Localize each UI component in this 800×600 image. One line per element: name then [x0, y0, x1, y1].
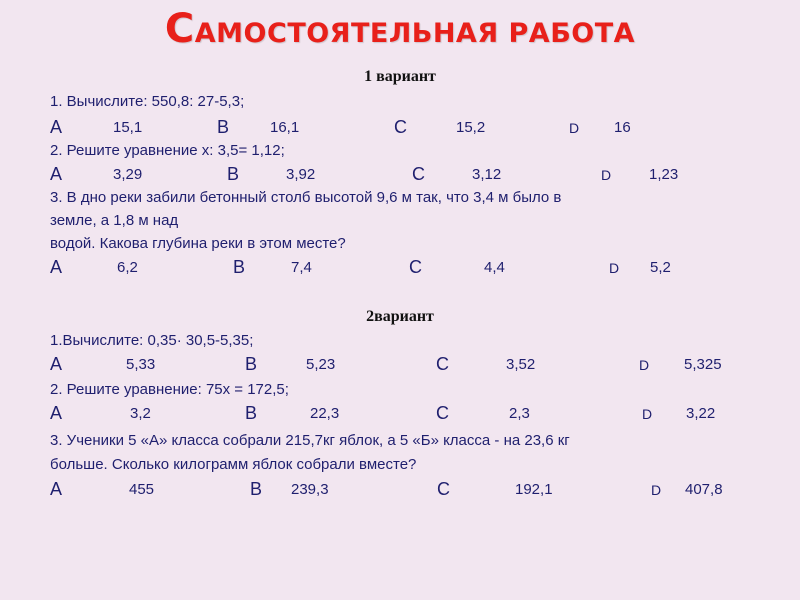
- v2-q1-answer-d-value: 5,325: [684, 356, 722, 373]
- v2-q1-answer-a-value: 5,33: [126, 356, 156, 373]
- v2-q1-answer-d-letter: D: [639, 357, 650, 373]
- v2-question-3-line-1: 3. Ученики 5 «А» класса собрали 215,7кг яблок, а 5 «Б» класса - на 23,6 кг: [50, 432, 570, 449]
- v1-q3-answer-a-letter: A: [50, 257, 63, 277]
- v1-q3-answer-a-value: 6,2: [117, 259, 138, 276]
- v1-q1-answer-a-value: 15,1: [113, 119, 143, 136]
- v1-q2-answer-a-value: 3,29: [113, 166, 143, 183]
- v1-q2-answer-b-value: 3,92: [286, 166, 316, 183]
- v1-q2-answer-c-letter: C: [412, 164, 425, 184]
- v1-q3-answer-c-letter: C: [409, 257, 422, 277]
- v1-q3-answer-d-letter: D: [609, 260, 620, 276]
- v2-q3-answer-b-value: 239,3: [291, 481, 329, 498]
- v1-q1-answer-a-letter: A: [50, 117, 63, 137]
- v1-q2-answer-a-letter: A: [50, 164, 63, 184]
- v2-q2-answer-d-letter: D: [642, 406, 653, 422]
- v1-question-3-line-1: 3. В дно реки забили бетонный столб высотой 9,6 м так, что 3,4 м было в: [50, 189, 562, 206]
- v1-q1-answer-c-letter: C: [394, 117, 407, 137]
- v1-q3-answer-c-value: 4,4: [484, 259, 505, 276]
- v1-question-3-line-3: водой. Какова глубина реки в этом месте?: [50, 235, 346, 252]
- v1-q2-answer-d-letter: D: [601, 167, 612, 183]
- v1-q2-answer-d-value: 1,23: [649, 166, 679, 183]
- v2-q2-answer-c-letter: C: [436, 403, 449, 423]
- v2-q2-answer-a-value: 3,2: [130, 405, 151, 422]
- v1-question-3-line-2: земле, а 1,8 м над: [50, 212, 179, 229]
- v1-q1-answer-c-value: 15,2: [456, 119, 486, 136]
- v1-q1-answer-d-value: 16: [614, 119, 631, 136]
- v2-q1-answer-b-letter: B: [245, 354, 258, 374]
- v2-q3-answer-a-letter: A: [50, 479, 63, 499]
- v1-q3-answer-d-value: 5,2: [650, 259, 671, 276]
- v2-q2-answer-b-letter: B: [245, 403, 258, 423]
- title-rest: АМОСТОЯТЕЛЬНАЯ РАБОТА: [194, 18, 636, 49]
- v1-question-1: 1. Вычислите: 550,8: 27-5,3;: [50, 93, 245, 110]
- v2-q2-answer-a-letter: A: [50, 403, 63, 423]
- v1-q3-answer-b-value: 7,4: [291, 259, 312, 276]
- variant-1-heading: 1 вариант: [364, 68, 436, 85]
- v2-q3-answer-a-value: 455: [129, 481, 155, 498]
- v1-q2-answer-b-letter: B: [227, 164, 240, 184]
- v2-q2-answer-c-value: 2,3: [509, 405, 530, 422]
- title-first-letter: С: [164, 6, 195, 52]
- v2-q3-answer-c-letter: C: [437, 479, 450, 499]
- v1-q1-answer-b-value: 16,1: [270, 119, 300, 136]
- v2-q3-answer-d-value: 407,8: [685, 481, 723, 498]
- v2-q3-answer-c-value: 192,1: [515, 481, 553, 498]
- v2-q1-answer-c-letter: C: [436, 354, 449, 374]
- v2-q2-answer-b-value: 22,3: [310, 405, 340, 422]
- v2-q3-answer-d-letter: D: [651, 482, 662, 498]
- v2-q3-answer-b-letter: B: [250, 479, 263, 499]
- v2-q1-answer-c-value: 3,52: [506, 356, 536, 373]
- v1-q3-answer-b-letter: B: [233, 257, 246, 277]
- slide-title: [0, 6, 800, 52]
- v2-question-3-line-2: больше. Сколько килограмм яблок собрали вместе?: [50, 456, 417, 473]
- v1-question-2: 2. Решите уравнение х: 3,5= 1,12;: [50, 142, 285, 159]
- variant-2-heading: 2вариант: [366, 308, 434, 325]
- v2-q2-answer-d-value: 3,22: [686, 405, 716, 422]
- v1-q1-answer-b-letter: B: [217, 117, 230, 137]
- v1-q1-answer-d-letter: D: [569, 120, 580, 136]
- v2-q1-answer-a-letter: A: [50, 354, 63, 374]
- v2-question-2: 2. Решите уравнение: 75х = 172,5;: [50, 381, 289, 398]
- v1-q2-answer-c-value: 3,12: [472, 166, 502, 183]
- v2-q1-answer-b-value: 5,23: [306, 356, 336, 373]
- v2-question-1: 1.Вычислите: 0,35· 30,5-5,35;: [50, 332, 254, 349]
